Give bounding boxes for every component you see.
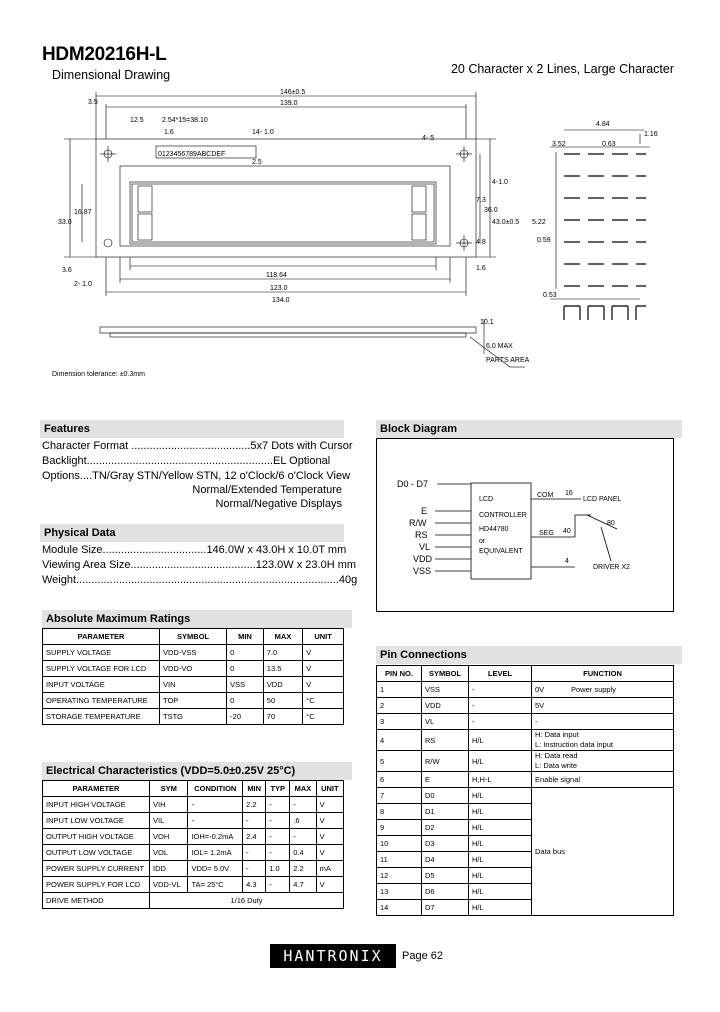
dim-3-6: 3.6 xyxy=(62,267,72,274)
cell: 70 xyxy=(263,709,302,725)
table-row xyxy=(377,714,674,730)
cell: POWER SUPPLY FOR LCD xyxy=(43,877,150,893)
cell: INPUT HIGH VOLTAGE xyxy=(43,797,150,813)
cell: 3 xyxy=(377,714,422,730)
col-header: CONDITION xyxy=(188,781,243,797)
dim-2-54: 2.54*15=38.10 xyxy=(162,117,208,124)
cell: H/L xyxy=(469,804,532,820)
controller-line: or xyxy=(479,538,486,545)
dim-134: 134.0 xyxy=(272,297,290,304)
table-row xyxy=(43,861,344,877)
features-title: Features xyxy=(40,420,344,438)
cell: -20 xyxy=(227,709,264,725)
cell: VOL xyxy=(150,845,188,861)
cell: H/L xyxy=(469,730,532,751)
col-header: SYM xyxy=(150,781,188,797)
table-row xyxy=(377,698,674,714)
cell: D6 xyxy=(422,884,469,900)
table-row xyxy=(377,772,674,788)
cell: 5 xyxy=(377,751,422,772)
cell: 1/16 Duty xyxy=(150,893,344,909)
table-row xyxy=(43,845,344,861)
input-vl: VL xyxy=(419,542,431,552)
cell: VSS xyxy=(227,677,264,693)
cell: DRIVE METHOD xyxy=(43,893,150,909)
table-row xyxy=(43,893,344,909)
dimensional-drawing xyxy=(40,84,680,384)
cell: H,H-L xyxy=(469,772,532,788)
feature-item: Normal/Negative Displays xyxy=(215,498,342,510)
dim-123: 123.0 xyxy=(270,285,288,292)
col-header: SYMBOL xyxy=(160,629,227,645)
cell: - xyxy=(188,813,243,829)
cell: 2.4 xyxy=(243,829,266,845)
cell: VL xyxy=(422,714,469,730)
cell: .6 xyxy=(290,813,316,829)
controller-line: CONTROLLER xyxy=(479,512,527,519)
physical-item: Module Size..................................146.0W x 43.0H x 10.0T mm xyxy=(42,544,347,556)
com-count: 16 xyxy=(565,490,573,497)
cell: - xyxy=(532,714,674,730)
table-row xyxy=(377,788,674,804)
table-row xyxy=(43,829,344,845)
cell: VOH xyxy=(150,829,188,845)
cell: 0 xyxy=(227,661,264,677)
cell: 14 xyxy=(377,900,422,916)
elec-title: Electrical Characteristics (VDD=5.0±0.25V 25°C) xyxy=(42,762,352,780)
cell: V xyxy=(316,797,343,813)
dim-43: 43.0±0.5 xyxy=(492,219,520,226)
dim-4-84: 4.84 xyxy=(596,121,610,128)
cell: V xyxy=(303,677,344,693)
cell: D1 xyxy=(422,804,469,820)
dim-1-16: 1.16 xyxy=(644,131,658,138)
controller-line: LCD xyxy=(479,496,494,503)
cell: - xyxy=(266,829,290,845)
col-header: MIN xyxy=(227,629,264,645)
cell: VDD-VO xyxy=(160,661,227,677)
cell: IOL= 1.2mA xyxy=(188,845,243,861)
seg-label: SEG xyxy=(539,530,554,537)
cell: 50 xyxy=(263,693,302,709)
dim-1-6b: 1.6 xyxy=(476,265,486,272)
cell: D2 xyxy=(422,820,469,836)
cell: H/L xyxy=(469,868,532,884)
fn-text: 0V xyxy=(535,685,545,694)
table-row xyxy=(377,682,674,698)
cell: H/L xyxy=(469,900,532,916)
fn-text: L: Instruction data input xyxy=(535,740,613,749)
cell: 5V xyxy=(532,698,674,714)
cell: OUTPUT LOW VOLTAGE xyxy=(43,845,150,861)
dim-1-6: 1.6 xyxy=(164,129,174,136)
bus-label: D0 - D7 xyxy=(397,479,429,489)
fn-text: H: Data input xyxy=(535,730,579,739)
col-header: TYP xyxy=(266,781,290,797)
section-subtitle: Dimensional Drawing xyxy=(52,68,171,82)
cell: H/L xyxy=(469,820,532,836)
dim-5-22: 5.22 xyxy=(532,219,546,226)
dim-139: 139.0 xyxy=(280,100,298,107)
col-header: PARAMETER xyxy=(43,781,150,797)
col-header: MAX xyxy=(263,629,302,645)
table-row xyxy=(43,813,344,829)
dim-2-1: 2- 1.0 xyxy=(74,281,92,288)
tolerance-note: Dimension tolerance: ±0.3mm xyxy=(52,371,145,378)
cell: - xyxy=(243,861,266,877)
cell: V xyxy=(316,813,343,829)
fn-text: L: Data write xyxy=(535,761,578,770)
cell: STORAGE TEMPERATURE xyxy=(43,709,160,725)
cell: 2 xyxy=(377,698,422,714)
cell xyxy=(532,682,674,698)
cell: - xyxy=(188,797,243,813)
cell: INPUT VOLTAGE xyxy=(43,677,160,693)
lcd-panel-label: LCD PANEL xyxy=(583,496,622,503)
cell: V xyxy=(316,877,343,893)
pin-table xyxy=(376,665,674,916)
cell: VDD-VL xyxy=(150,877,188,893)
controller-line: HD44780 xyxy=(479,526,509,533)
physical-item: Weight......................................................................................40g xyxy=(42,574,358,586)
cell: 6 xyxy=(377,772,422,788)
cell: H/L xyxy=(469,751,532,772)
table-header-row xyxy=(377,666,674,682)
dim-12-5: 12.5 xyxy=(130,117,144,124)
cell: D5 xyxy=(422,868,469,884)
cell: 0.4 xyxy=(290,845,316,861)
col-header: PARAMETER xyxy=(43,629,160,645)
cell: OUTPUT HIGH VOLTAGE xyxy=(43,829,150,845)
cell: H/L xyxy=(469,788,532,804)
cell xyxy=(532,730,674,751)
table-row xyxy=(43,877,344,893)
product-headline: 20 Character x 2 Lines, Large Character xyxy=(450,62,674,76)
dim-36: 36.0 xyxy=(484,207,498,214)
dim-3-52: 3.52 xyxy=(552,141,566,148)
cell: OPERATING TEMPERATURE xyxy=(43,693,160,709)
cell: mA xyxy=(316,861,343,877)
sample-characters: 0123456789ABCDEF xyxy=(158,151,226,158)
table-row xyxy=(43,661,344,677)
cell: VIN xyxy=(160,677,227,693)
cell: 0 xyxy=(227,693,264,709)
input-rs: RS xyxy=(415,530,428,540)
dim-33: 33.0 xyxy=(58,219,72,226)
cell: R/W xyxy=(422,751,469,772)
cell: 7 xyxy=(377,788,422,804)
cell: D7 xyxy=(422,900,469,916)
cell: - xyxy=(290,829,316,845)
parts-area-label: PARTS AREA xyxy=(486,357,530,364)
cell: - xyxy=(266,845,290,861)
dim-14-1: 14- 1.0 xyxy=(252,129,274,136)
cell: V xyxy=(316,829,343,845)
table-row xyxy=(43,677,344,693)
feature-item: Backlight.............................................................EL Optional xyxy=(42,455,331,467)
cell: - xyxy=(266,877,290,893)
col-header: PIN NO. xyxy=(377,666,422,682)
dim-4-5: 4- 5 xyxy=(422,135,435,142)
cell: VDD-VSS xyxy=(160,645,227,661)
physical-item: Viewing Area Size.........................................123.0W x 23.0H mm xyxy=(42,559,357,571)
dim-6-max: 6.0 MAX xyxy=(486,343,513,350)
feature-item: Character Format .......................................5x7 Dots with Cursor xyxy=(42,440,353,452)
table-row xyxy=(43,709,344,725)
cell: 9 xyxy=(377,820,422,836)
col-header: MAX xyxy=(290,781,316,797)
cell: VDD xyxy=(422,698,469,714)
features-section xyxy=(40,420,353,511)
driver-seg-count: 80 xyxy=(607,520,615,527)
cell: - xyxy=(243,845,266,861)
table-row xyxy=(43,693,344,709)
cell: VSS xyxy=(422,682,469,698)
elec-table xyxy=(42,780,344,909)
cell: D0 xyxy=(422,788,469,804)
input-vss: VSS xyxy=(413,566,432,576)
cell: IDD xyxy=(150,861,188,877)
cell: VDD xyxy=(263,677,302,693)
cell: H/L xyxy=(469,852,532,868)
com-label: COM xyxy=(537,492,554,499)
col-header: SYMBOL xyxy=(422,666,469,682)
cell: RS xyxy=(422,730,469,751)
cell: 10 xyxy=(377,836,422,852)
cell xyxy=(532,751,674,772)
cell: SUPPLY VOLTAGE FOR LCD xyxy=(43,661,160,677)
cell: VIL xyxy=(150,813,188,829)
cell: - xyxy=(266,813,290,829)
cell: D4 xyxy=(422,852,469,868)
dim-4-1: 4-1.0 xyxy=(492,179,508,186)
power-label: Power supply xyxy=(571,685,617,694)
table-header-row xyxy=(43,781,344,797)
cell: V xyxy=(303,661,344,677)
input-rw: R/W xyxy=(409,518,427,528)
cell: 1.0 xyxy=(266,861,290,877)
dim-0-59: 0.59 xyxy=(537,237,551,244)
driver-count: 4 xyxy=(565,558,569,565)
cell: D3 xyxy=(422,836,469,852)
cell: TOP xyxy=(160,693,227,709)
cell: E xyxy=(422,772,469,788)
cell: 4.7 xyxy=(290,877,316,893)
controller-line: EQUIVALENT xyxy=(479,548,523,555)
dim-16-87: 16.87 xyxy=(74,209,92,216)
cell: 2.2 xyxy=(243,797,266,813)
dim-7-3: 7.3 xyxy=(476,197,486,204)
cell: IOH=-0.2mA xyxy=(188,829,243,845)
cell: TA= 25°C xyxy=(188,877,243,893)
cell: 7.0 xyxy=(263,645,302,661)
seg-count: 40 xyxy=(563,528,571,535)
cell: - xyxy=(266,797,290,813)
dim-0-63: 0.63 xyxy=(602,141,616,148)
col-header: UNIT xyxy=(316,781,343,797)
cell: 8 xyxy=(377,804,422,820)
table-row xyxy=(43,645,344,661)
feature-item: Normal/Extended Temperature xyxy=(192,484,342,496)
cell: 12 xyxy=(377,868,422,884)
data-bus-cell: Data bus xyxy=(532,788,674,916)
table-row xyxy=(377,730,674,751)
physical-title: Physical Data xyxy=(40,524,344,542)
cell: TSTG xyxy=(160,709,227,725)
cell: 0 xyxy=(227,645,264,661)
cell: H/L xyxy=(469,884,532,900)
cell: V xyxy=(303,645,344,661)
cell: 1 xyxy=(377,682,422,698)
dim-0-53: 0.53 xyxy=(543,292,557,299)
cell: VIH xyxy=(150,797,188,813)
cell: - xyxy=(469,698,532,714)
cell: - xyxy=(469,682,532,698)
cell: SUPPLY VOLTAGE xyxy=(43,645,160,661)
cell: 4 xyxy=(377,730,422,751)
cell: INPUT LOW VOLTAGE xyxy=(43,813,150,829)
block-diagram xyxy=(376,438,674,612)
cell: VDD= 5.0V xyxy=(188,861,243,877)
cell: °C xyxy=(303,709,344,725)
cell: 13.5 xyxy=(263,661,302,677)
col-header: FUNCTION xyxy=(532,666,674,682)
page-title: HDM20216H-L xyxy=(42,44,167,65)
dim-10-1: 10.1 xyxy=(480,319,494,326)
cell: 2.2 xyxy=(290,861,316,877)
abs-max-table xyxy=(42,628,344,725)
cell: - xyxy=(243,813,266,829)
dim-3-5: 3.5 xyxy=(88,99,98,106)
input-e: E xyxy=(421,506,428,516)
cell: - xyxy=(290,797,316,813)
dim-2-5: 2.5 xyxy=(252,159,262,166)
abs-max-title: Absolute Maximum Ratings xyxy=(42,610,352,628)
pin-connections-title: Pin Connections xyxy=(376,646,682,664)
hantronix-logo: HANTRONIX xyxy=(270,944,396,968)
col-header: LEVEL xyxy=(469,666,532,682)
col-header: UNIT xyxy=(303,629,344,645)
dim-4-8: 4.8 xyxy=(476,239,486,246)
cell: 13 xyxy=(377,884,422,900)
physical-data-section xyxy=(40,524,358,587)
dim-146: 146±0.5 xyxy=(280,89,306,96)
cell: °C xyxy=(303,693,344,709)
table-row xyxy=(377,751,674,772)
fn-text: H: Data read xyxy=(535,751,578,760)
cell: H/L xyxy=(469,836,532,852)
cell: Enable signal xyxy=(532,772,674,788)
driver-label: DRIVER X2 xyxy=(593,564,630,571)
page-number: Page 62 xyxy=(402,950,443,962)
block-diagram-title: Block Diagram xyxy=(376,420,682,438)
cell: 4.3 xyxy=(243,877,266,893)
cell: - xyxy=(469,714,532,730)
col-header: MIN xyxy=(243,781,266,797)
table-row xyxy=(43,797,344,813)
cell: 11 xyxy=(377,852,422,868)
dim-118: 118.64 xyxy=(266,272,287,279)
cell: POWER SUPPLY CURRENT xyxy=(43,861,150,877)
input-vdd: VDD xyxy=(413,554,433,564)
table-header-row xyxy=(43,629,344,645)
cell: V xyxy=(316,845,343,861)
feature-item: Options....TN/Gray STN/Yellow STN, 12 o'Clock/6 o'Clock View xyxy=(42,470,351,482)
